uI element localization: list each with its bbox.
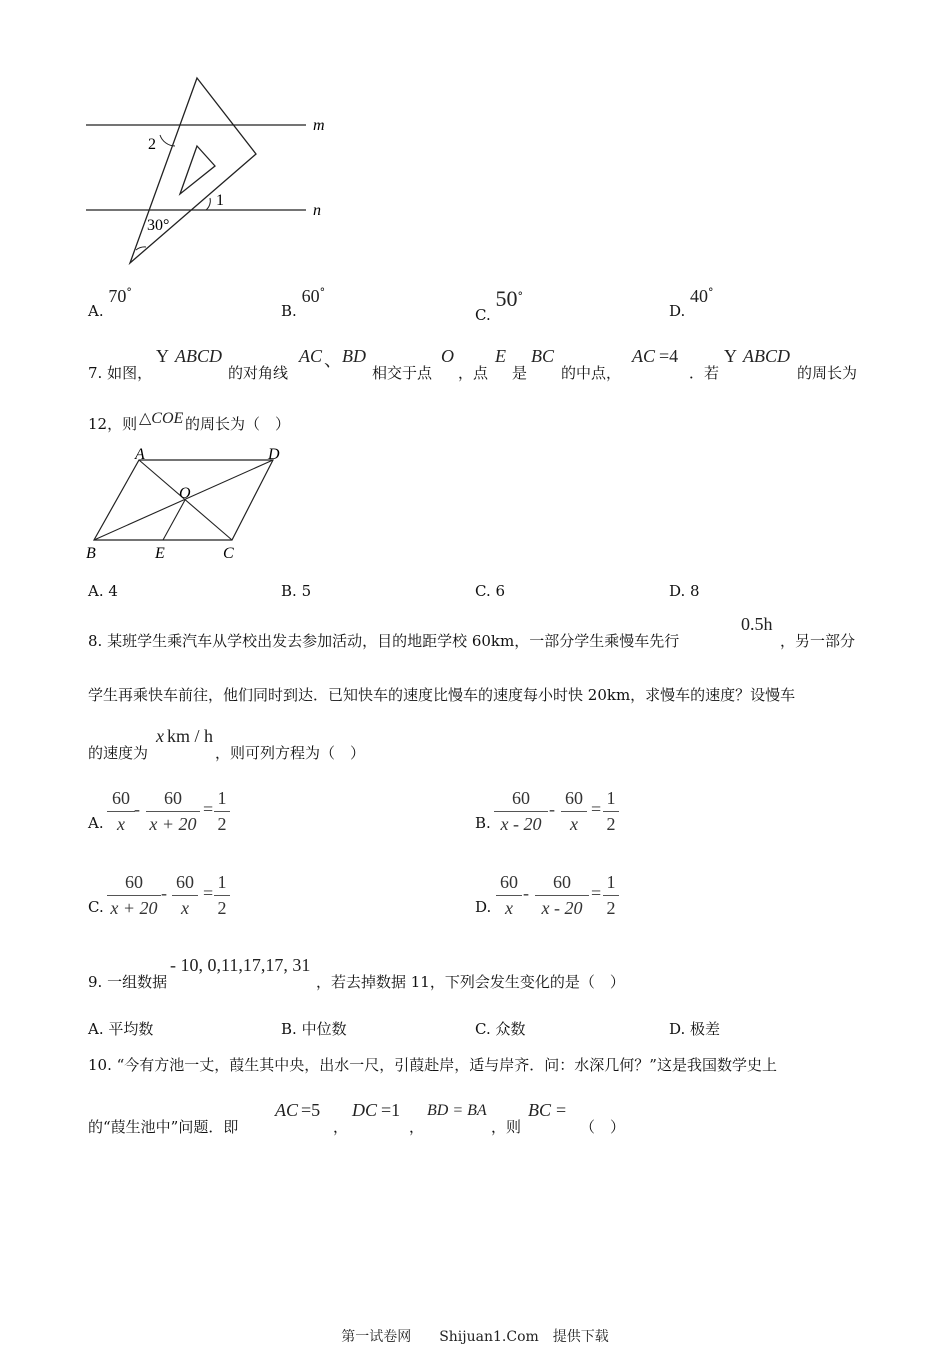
variable-x: x [156, 726, 164, 746]
minus-sign: - [161, 883, 167, 903]
fraction [107, 872, 161, 919]
comma: ， [333, 1118, 349, 1136]
q7-option-a[interactable] [88, 582, 118, 600]
parallelogram-symbol: Y [724, 346, 737, 366]
option-letter: D. [669, 302, 686, 320]
option-letter: A. [88, 1020, 104, 1038]
separator: 、 [324, 350, 342, 370]
denominator-text: x [181, 898, 189, 918]
abcd-label: ABCD [175, 346, 222, 366]
degree-sign: ° [319, 286, 326, 299]
text: 7. 如图， [88, 364, 153, 382]
bc-label: BC [531, 346, 555, 366]
option-letter: A. [88, 814, 104, 832]
angle-1-label: 1 [216, 192, 224, 209]
option-letter: C. [475, 582, 491, 600]
q7-option-d[interactable] [669, 582, 700, 600]
denominator [107, 896, 161, 919]
point-e-label: E [155, 545, 165, 562]
q7-option-b[interactable] [281, 582, 311, 600]
text: 相交于点 [372, 364, 433, 382]
text: 9. 一组数据 [88, 973, 168, 991]
equals-4: =4 [659, 346, 679, 366]
option-value: 40 [690, 286, 709, 306]
parallelogram-symbol: Y [156, 346, 169, 366]
denominator [146, 812, 200, 835]
q6-option-b[interactable] [281, 286, 326, 321]
vertex-a-label: A [135, 446, 145, 463]
option-text: 平均数 [108, 1020, 154, 1038]
text: ，点 [458, 364, 489, 382]
parallel-lines-figure [80, 70, 340, 270]
degree-sign: ° [708, 286, 714, 299]
fraction [535, 872, 589, 919]
vertex-d-label: D [268, 446, 280, 463]
denominator [535, 896, 589, 919]
q9-option-a[interactable] [88, 1018, 153, 1039]
denominator-text: x [505, 898, 513, 918]
minus-sign: - [134, 799, 140, 819]
option-text: 6 [495, 582, 506, 600]
option-value: 50 [495, 286, 518, 311]
q6-option-c[interactable] [475, 286, 523, 326]
denominator: 2 [217, 898, 227, 918]
text: ．若 [689, 364, 720, 382]
denominator [172, 896, 198, 919]
denominator: 2 [606, 814, 616, 834]
angle-30-label: 30° [147, 217, 170, 234]
denominator [494, 812, 548, 835]
answer-blank: （ ） [580, 1118, 626, 1136]
text: ，另一部分 [780, 632, 856, 650]
text: 的速度为 [88, 744, 149, 762]
denominator [496, 896, 522, 919]
equals-sign: = [591, 883, 602, 903]
option-text: 中位数 [301, 1020, 347, 1038]
bd-label: BD [342, 346, 366, 366]
option-letter: B. [281, 582, 297, 600]
numerator: 60 [146, 788, 200, 812]
denominator: 2 [606, 898, 616, 918]
option-text: 众数 [495, 1020, 526, 1038]
equals-1: =1 [381, 1100, 401, 1120]
text: ，则可列方程为（ ） [215, 744, 366, 762]
angle-2-label: 2 [148, 136, 156, 153]
option-letter: A. [88, 582, 104, 600]
denominator-text: x [117, 814, 125, 834]
minus-sign: - [523, 883, 529, 903]
bd-equals-ba: BD = BA [427, 1102, 487, 1119]
numerator: 60 [172, 872, 198, 896]
q6-option-d[interactable] [669, 286, 714, 321]
numerator: 1 [214, 872, 230, 896]
numerator: 1 [603, 872, 619, 896]
option-value: 70 [108, 286, 127, 306]
denominator-text: x - 20 [500, 814, 542, 834]
fraction [561, 788, 587, 835]
degree-sign: ° [126, 286, 132, 299]
text: 的中点， [561, 364, 622, 382]
option-letter: C. [88, 898, 104, 916]
dc-label: DC [352, 1100, 378, 1120]
q9-option-d[interactable] [669, 1018, 720, 1039]
option-letter: D. [669, 582, 686, 600]
text: 12，则 [88, 415, 138, 433]
option-letter: B. [281, 1020, 297, 1038]
option-text: 5 [301, 582, 312, 600]
page-footer: 第一试卷网 Shijuan1.Com 提供下载 [341, 1329, 609, 1345]
numerator: 1 [214, 788, 230, 812]
text: 的周长为 [797, 364, 858, 382]
text: ，若去掉数据 11，下列会发生变化的是（ ） [316, 973, 625, 991]
equals-sign: = [556, 1100, 567, 1120]
fraction [496, 872, 522, 919]
fraction [107, 788, 135, 835]
q9-option-c[interactable] [475, 1018, 526, 1039]
denominator-text: x + 20 [110, 898, 158, 918]
comma: ， [409, 1118, 425, 1136]
denominator-text: x [570, 814, 578, 834]
text: 是 [512, 364, 528, 382]
line-m-label: m [313, 117, 325, 134]
equals-sign: = [591, 799, 602, 819]
numerator: 60 [561, 788, 587, 812]
q10-stem-line1: 10. “今有方池一丈，葭生其中央，出水一尺，引葭赴岸，适与岸齐．问：水深几何？”这是我国数学史上 [88, 1056, 777, 1074]
fraction [172, 872, 198, 919]
option-letter: D. [669, 1020, 686, 1038]
equals-5: =5 [301, 1100, 321, 1120]
ac-label: AC [275, 1100, 299, 1120]
numerator: 60 [496, 872, 522, 896]
text: ，则 [491, 1118, 522, 1136]
fraction [146, 788, 200, 835]
option-letter: D. [475, 898, 492, 916]
fraction [603, 788, 619, 835]
q7-stem-line1 [88, 362, 152, 383]
fraction [494, 788, 548, 835]
unit-kmh: km / h [167, 726, 214, 746]
equals-sign: = [203, 799, 214, 819]
denominator-text: x + 20 [149, 814, 197, 834]
numerator: 60 [107, 872, 161, 896]
option-letter: A. [88, 302, 104, 320]
option-letter: C. [475, 306, 491, 324]
option-value: 60 [301, 286, 320, 306]
text: 的“葭生池中”问题．即 [88, 1118, 239, 1136]
option-letter: B. [281, 302, 297, 320]
text: 的周长为（ ） [185, 415, 291, 433]
minus-sign: - [549, 799, 555, 819]
ac-label: AC [632, 346, 656, 366]
numerator: 1 [603, 788, 619, 812]
option-text: 极差 [690, 1020, 721, 1038]
option-letter: C. [475, 1020, 491, 1038]
e-label: E [495, 346, 506, 366]
numerator: 60 [494, 788, 548, 812]
denominator-text: x - 20 [541, 898, 583, 918]
q8-stem-line2: 学生再乘快车前往，他们同时到达．已知快车的速度比慢车的速度每小时快 20km，求慢车的速度？设慢车 [88, 686, 796, 704]
denominator [107, 812, 135, 835]
o-label: O [441, 346, 454, 366]
fraction [603, 872, 619, 919]
q8-stem-line1: 8. 某班学生乘汽车从学校出发去参加活动，目的地距学校 60km，一部分学生乘慢车先行 [88, 632, 680, 650]
degree-sign: ° [517, 290, 523, 303]
fraction [214, 788, 230, 835]
numerator: 60 [107, 788, 135, 812]
option-letter: B. [475, 814, 491, 832]
data-set: - 10, 0,11,17,17, 31 [170, 955, 311, 975]
denominator [561, 812, 587, 835]
option-text: 4 [108, 582, 118, 600]
text: 的对角线 [228, 364, 289, 382]
vertex-b-label: B [86, 545, 96, 562]
ac-label: AC [299, 346, 323, 366]
option-text: 8 [690, 582, 700, 600]
q9-option-b[interactable] [281, 1018, 347, 1039]
denominator: 2 [217, 814, 227, 834]
point-o-label: O [179, 485, 191, 502]
line-n-label: n [313, 202, 321, 219]
time-value: 0.5h [741, 614, 773, 634]
equals-sign: = [203, 883, 214, 903]
vertex-c-label: C [223, 545, 234, 562]
bc-label: BC [528, 1100, 552, 1120]
numerator: 60 [535, 872, 589, 896]
triangle-coe-label: △COE [139, 410, 184, 427]
abcd-label: ABCD [743, 346, 790, 366]
q6-option-a[interactable] [88, 286, 132, 321]
parallelogram-figure [82, 442, 302, 567]
q7-option-c[interactable] [475, 582, 505, 600]
fraction [214, 872, 230, 919]
